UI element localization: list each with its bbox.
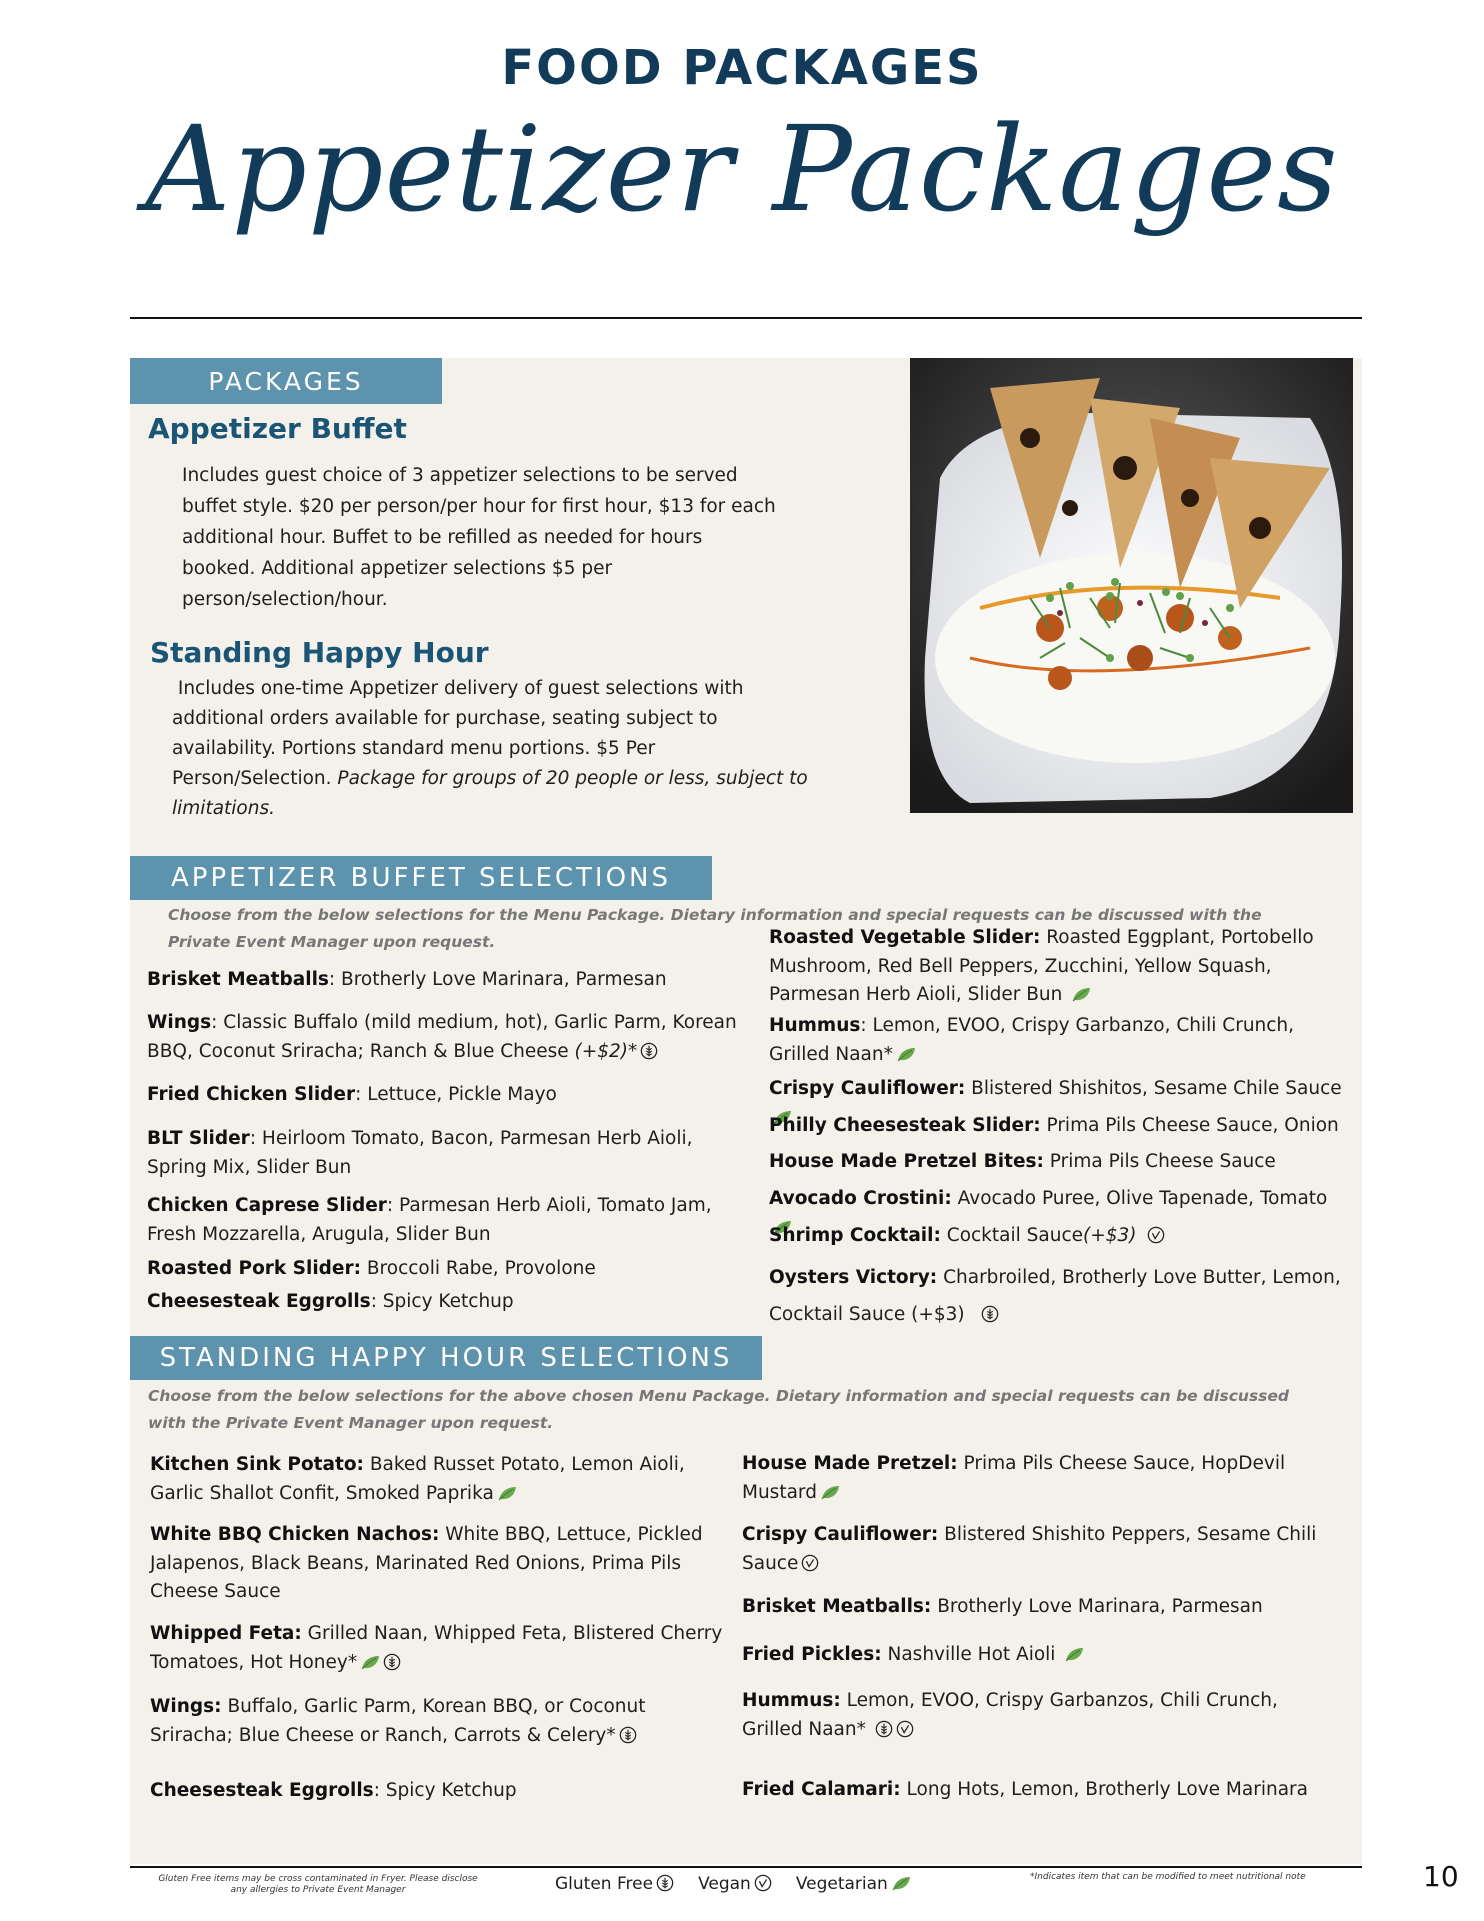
gluten-free-icon xyxy=(640,1042,658,1060)
item-description: Heirloom Tomato, Bacon, Parmesan Herb Aioli, Spring Mix, Slider Bun xyxy=(147,1128,693,1178)
menu-item xyxy=(742,1687,1342,1744)
text-line: availability. Portions standard menu portions. $5 Per xyxy=(172,738,656,759)
item-description: Blistered Shishito Peppers, Sesame Chili Sauce xyxy=(742,1524,1317,1574)
menu-item xyxy=(150,1521,730,1607)
item-separator: : xyxy=(386,1195,394,1216)
text-line: person/selection/hour. xyxy=(182,589,388,610)
menu-item xyxy=(147,1288,747,1317)
menu-item xyxy=(150,1451,730,1508)
vegetarian-leaf-icon xyxy=(497,1486,517,1502)
item-name: Cheesesteak Eggrolls xyxy=(147,1291,371,1312)
vegetarian-leaf-icon xyxy=(820,1485,840,1501)
vegan-icon xyxy=(1147,1226,1165,1244)
menu-item xyxy=(150,1777,730,1806)
text-fragment-italic: Package for groups of 20 people or less, subject to xyxy=(337,768,808,789)
text-line xyxy=(172,764,808,794)
item-description: Classic Buffalo (mild medium, hot), Garlic Parm, Korean BBQ, Coconut Sriracha; Ranch & Blue Cheese xyxy=(147,1012,737,1062)
disclaimer-line: any allergies to Private Event Manager xyxy=(230,1885,406,1895)
instruction-line: Private Event Manager upon request. xyxy=(168,933,496,951)
menu-item xyxy=(769,1148,1349,1177)
text-line: additional orders available for purchase, seating subject to xyxy=(172,708,718,729)
item-description: Baked Russet Potato, Lemon Aioli, Garlic Shallot Confit, Smoked Paprika xyxy=(150,1454,685,1504)
page-number: 10 xyxy=(1423,1860,1459,1893)
happy-hour-instructions xyxy=(148,1383,1289,1437)
item-description: Brotherly Love Marinara, Parmesan xyxy=(335,969,667,990)
gluten-free-icon xyxy=(656,1874,674,1892)
top-divider xyxy=(130,317,1362,319)
item-separator: : xyxy=(860,1015,867,1036)
menu-item xyxy=(150,1620,730,1677)
menu-item xyxy=(147,966,747,995)
instruction-line: Choose from the below selections for the Menu Package. Dietary information and special requests can be discussed with the xyxy=(168,906,1262,924)
item-name: Crispy Cauliflower: xyxy=(742,1524,939,1545)
item-name: Chicken Caprese Slider xyxy=(147,1195,387,1216)
vegetarian-leaf-icon xyxy=(1071,987,1091,1003)
item-name: Hummus: xyxy=(742,1690,841,1711)
item-separator: : xyxy=(328,969,336,990)
text-line: booked. Additional appetizer selections $5 per xyxy=(182,558,613,579)
item-name: Shrimp Cocktail: xyxy=(769,1225,941,1246)
item-description: Roasted Eggplant, Portobello Mushroom, Red Bell Peppers, Zucchini, Yellow Squash, Parmesan Herb Aioli, Slider Bun xyxy=(769,927,1314,1005)
item-description: Cocktail Sauce xyxy=(940,1225,1084,1246)
item-description: Cocktail Sauce (+$3) xyxy=(769,1304,965,1325)
item-separator: : xyxy=(211,1012,218,1033)
menu-item xyxy=(742,1776,1342,1805)
item-name: Kitchen Sink Potato: xyxy=(150,1454,364,1475)
legend-label: Gluten Free xyxy=(555,1874,654,1894)
vegan-icon xyxy=(754,1874,772,1892)
menu-item xyxy=(769,1012,1329,1069)
menu-item xyxy=(742,1641,1342,1670)
item-description: Grilled Naan, Whipped Feta, Blistered Cherry Tomatoes, Hot Honey* xyxy=(150,1623,723,1673)
item-description: Blistered Shishitos, Sesame Chile Sauce xyxy=(965,1078,1342,1099)
item-description: Buffalo, Garlic Parm, Korean BBQ, or Coconut Sriracha; Blue Cheese or Ranch, Carrots & Celery* xyxy=(150,1696,646,1746)
page-heading: FOOD PACKAGES xyxy=(501,40,983,96)
item-description: Lemon, EVOO, Crispy Garbanzos, Chili Crunch, Grilled Naan* xyxy=(742,1690,1278,1740)
menu-item xyxy=(742,1450,1342,1507)
item-description: Prima Pils Cheese Sauce, HopDevil Mustard xyxy=(742,1453,1286,1503)
item-name: White BBQ Chicken Nachos: xyxy=(150,1524,440,1545)
dietary-legend xyxy=(555,1874,911,1894)
item-name: Roasted Pork Slider: xyxy=(147,1258,361,1279)
vegetarian-leaf-icon xyxy=(360,1655,380,1671)
packages-band: PACKAGES xyxy=(130,358,442,404)
vegetarian-leaf-icon xyxy=(896,1047,916,1063)
instruction-line: with the Private Event Manager upon request. xyxy=(148,1414,554,1432)
menu-item xyxy=(769,1259,1349,1333)
text-line xyxy=(172,794,808,824)
item-description: Charbroiled, Brotherly Love Butter, Lemon, xyxy=(937,1267,1341,1288)
standing-happy-hour-title: Standing Happy Hour xyxy=(150,636,489,669)
buffet-selections-band: APPETIZER BUFFET SELECTIONS xyxy=(130,856,712,900)
menu-item xyxy=(147,1125,747,1182)
item-separator: : xyxy=(355,1084,362,1105)
item-price: (+$2)* xyxy=(574,1040,638,1062)
item-name: Crispy Cauliflower: xyxy=(769,1078,966,1099)
item-description: Prima Pils Cheese Sauce xyxy=(1043,1151,1276,1172)
item-description: Long Hots, Lemon, Brotherly Love Marinara xyxy=(900,1779,1308,1800)
item-description: Lettuce, Pickle Mayo xyxy=(361,1084,557,1105)
gluten-free-disclaimer xyxy=(148,1874,488,1896)
text-line: additional hour. Buffet to be refilled as needed for hours xyxy=(182,527,703,548)
text-fragment-italic: limitations. xyxy=(172,798,275,819)
item-description: Nashville Hot Aioli xyxy=(881,1644,1062,1665)
item-price: (+$3) xyxy=(1083,1225,1137,1246)
menu-item xyxy=(147,1009,747,1066)
menu-item xyxy=(742,1593,1342,1622)
item-name: Fried Chicken Slider xyxy=(147,1084,356,1105)
item-name: Wings: xyxy=(150,1696,222,1717)
item-name: House Made Pretzel: xyxy=(742,1453,958,1474)
menu-item xyxy=(150,1693,730,1750)
menu-item xyxy=(769,924,1329,1010)
legend-vegan xyxy=(698,1874,772,1894)
bottom-divider xyxy=(130,1866,1362,1868)
item-name: Hummus xyxy=(769,1015,861,1036)
item-line xyxy=(769,1296,1349,1333)
happy-hour-selections-band: STANDING HAPPY HOUR SELECTIONS xyxy=(130,1336,762,1380)
item-name: House Made Pretzel Bites: xyxy=(769,1151,1044,1172)
food-photo xyxy=(910,358,1353,813)
vegan-icon xyxy=(801,1554,819,1572)
legend-label: Vegan xyxy=(698,1874,751,1894)
item-separator: : xyxy=(249,1128,257,1149)
text-line: Includes one-time Appetizer delivery of guest selections with xyxy=(172,678,744,699)
menu-item xyxy=(147,1192,747,1249)
item-description: : Spicy Ketchup xyxy=(373,1780,517,1801)
gluten-free-icon xyxy=(875,1720,893,1738)
gluten-free-icon xyxy=(981,1305,999,1323)
item-name: Brisket Meatballs: xyxy=(742,1596,932,1617)
item-name: Brisket Meatballs xyxy=(147,969,329,990)
text-line: Includes guest choice of 3 appetizer selections to be served xyxy=(182,465,738,486)
standing-happy-hour-description xyxy=(172,674,808,824)
appetizer-buffet-title: Appetizer Buffet xyxy=(148,412,407,445)
item-line xyxy=(769,1259,1349,1296)
item-description: Avocado Puree, Olive Tapenade, Tomato xyxy=(951,1188,1328,1209)
item-name: Philly Cheesesteak Slider: xyxy=(769,1115,1041,1136)
item-name: Cheesesteak Eggrolls xyxy=(150,1780,374,1801)
menu-item xyxy=(147,1081,747,1110)
modification-note: *Indicates item that can be modified to meet nutritional note xyxy=(1030,1872,1306,1882)
item-name: Whipped Feta: xyxy=(150,1623,302,1644)
item-description: Brotherly Love Marinara, Parmesan xyxy=(931,1596,1263,1617)
item-description: Lemon, EVOO, Crispy Garbanzo, Chili Crunch, Grilled Naan* xyxy=(769,1015,1295,1065)
instruction-line: Choose from the below selections for the above chosen Menu Package. Dietary information and special requests can be discussed xyxy=(148,1387,1290,1405)
menu-item xyxy=(147,1255,747,1284)
gluten-free-icon xyxy=(383,1653,401,1671)
vegetarian-leaf-icon xyxy=(891,1876,911,1892)
item-separator: : xyxy=(370,1291,377,1312)
item-name: Avocado Crostini: xyxy=(769,1188,952,1209)
gluten-free-icon xyxy=(619,1726,637,1744)
menu-item xyxy=(769,1222,1349,1251)
legend-label: Vegetarian xyxy=(795,1874,888,1894)
appetizer-buffet-description xyxy=(182,460,776,615)
menu-item xyxy=(769,1112,1349,1141)
vegetarian-leaf-icon xyxy=(1064,1647,1084,1663)
item-name: Fried Calamari: xyxy=(742,1779,901,1800)
item-name: BLT Slider xyxy=(147,1128,250,1149)
item-description: White BBQ, Lettuce, Pickled Jalapenos, Black Beans, Marinated Red Onions, Prima Pils Cheese Sauce xyxy=(150,1524,703,1602)
script-title: Appetizer Packages xyxy=(145,100,1339,238)
item-description: Broccoli Rabe, Provolone xyxy=(360,1258,596,1279)
text-fragment: Person/Selection. xyxy=(172,768,338,789)
item-name: Fried Pickles: xyxy=(742,1644,882,1665)
text-line: buffet style. $20 per person/per hour for first hour, $13 for each xyxy=(182,496,776,517)
disclaimer-line: Gluten Free items may be cross contaminated in Fryer. Please disclose xyxy=(158,1874,478,1884)
legend-gluten-free xyxy=(555,1874,674,1894)
item-description: Prima Pils Cheese Sauce, Onion xyxy=(1040,1115,1339,1136)
item-name: Wings xyxy=(147,1012,212,1033)
item-description: Spicy Ketchup xyxy=(376,1291,514,1312)
legend-vegetarian xyxy=(796,1874,911,1894)
item-name: Roasted Vegetable Slider: xyxy=(769,927,1041,948)
menu-item xyxy=(742,1521,1342,1578)
item-description: Parmesan Herb Aioli, Tomato Jam, Fresh Mozzarella, Arugula, Slider Bun xyxy=(147,1195,712,1245)
vegan-icon xyxy=(896,1720,914,1738)
item-name: Oysters Victory: xyxy=(769,1267,938,1288)
